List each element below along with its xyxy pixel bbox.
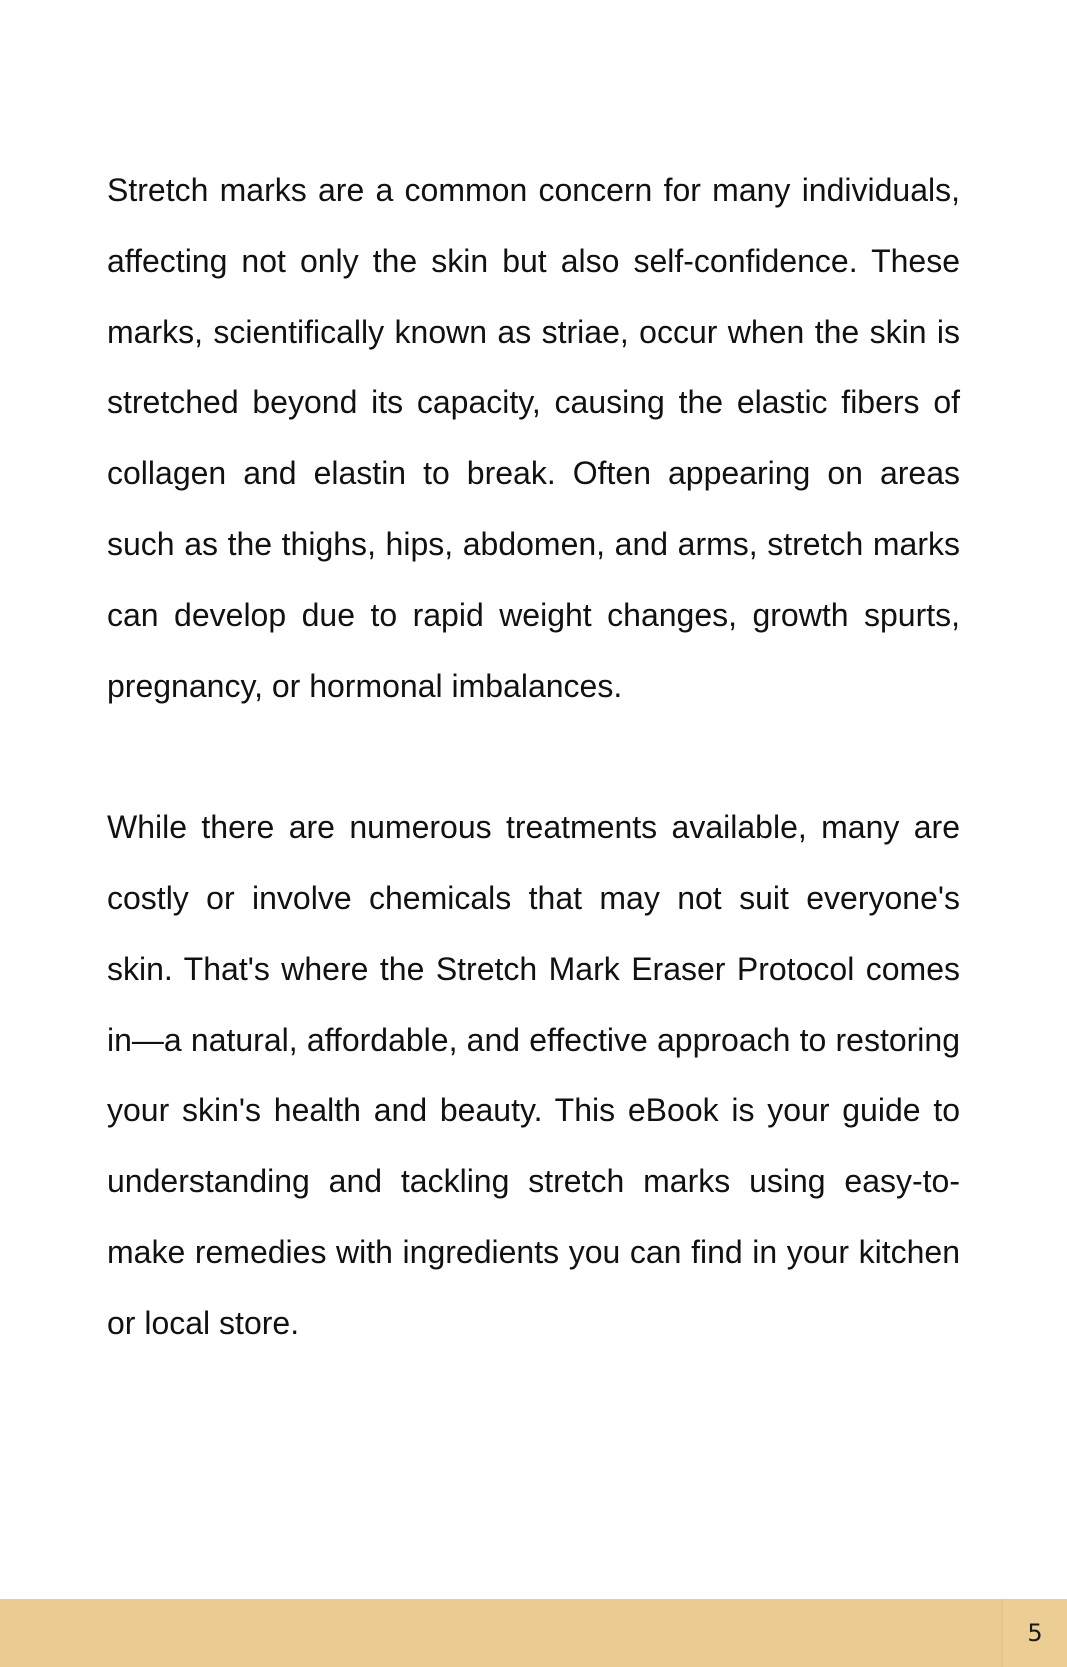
paragraph-protocol: While there are numerous treatments available, many are costly or involve chemicals that may not suit everyone's skin. That's where the Stretch Mark Eraser Protocol comes in—a natural, affordable, and effective approach to restoring your skin's health and beauty. This eBook is your guide to understanding and tackling stretch marks using easy-to-make remedies with ingredients you can find in your kitchen or local store. bbox=[107, 809, 960, 1341]
page-number: 5 bbox=[1001, 1599, 1067, 1667]
paragraph-intro: Stretch marks are a common concern for many individuals, affecting not only the skin but also self-confidence. These marks, scientifically known as striae, occur when the skin is stretched beyond its capacity, causing the elastic fibers of collagen and elastin to break. Often appearing on areas such as the thighs, hips, abdomen, and arms, stretch marks can develop due to rapid weight changes, growth spurts, pregnancy, or hormonal imbalances. bbox=[107, 172, 960, 704]
footer-bar bbox=[0, 1599, 1067, 1667]
page-body bbox=[107, 155, 960, 1359]
